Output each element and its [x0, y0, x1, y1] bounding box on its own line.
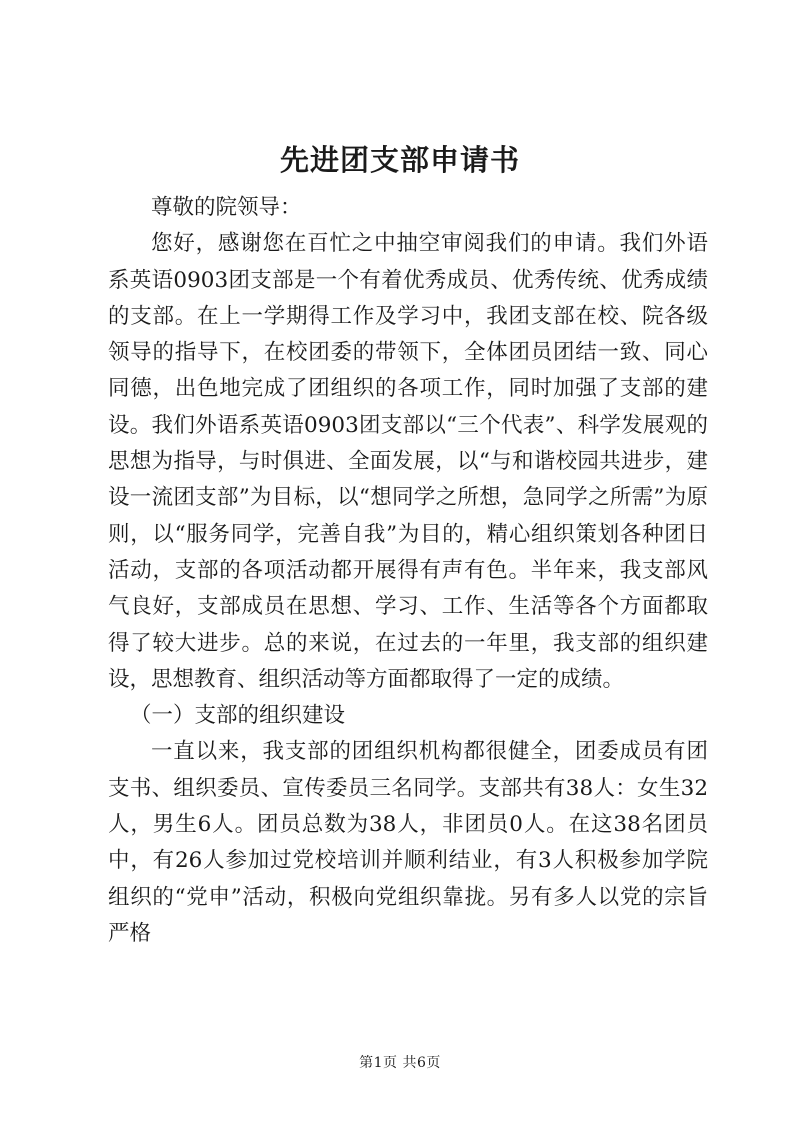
intro-paragraph: 您好，感谢您在百忙之中抽空审阅我们的申请。我们外语系英语0903团支部是一个有着优秀成员、优秀传统、优秀成绩的支部。在上一学期得工作及学习中，我团支部在校、院各级领导的指导下，在校团委的带领下，全体团员团结一致、同心同德，出色地完成了团组织的各项工作，同时加强了支部的建设。我们外语系英语0903团支部以“三个代表”、科学发展观的思想为指导，与时俱进、全面发展，以“与和谐校园共进步，建设一流团支部”为目标，以“想同学之所想，急同学之所需”为原则，以“服务同学，完善自我”为目的，精心组织策划各种团日活动，支部的各项活动都开展得有声有色。半年来，我支部风气良好，支部成员在思想、学习、工作、生活等各个方面都取得了较大进步。总的来说，在过去的一年里，我支部的组织建设，思想教育、组织活动等方面都取得了一定的成绩。: [108, 231, 708, 692]
document-body: [108, 190, 708, 952]
section-paragraph: 一直以来，我支部的团组织机构都很健全，团委成员有团支书、组织委员、宣传委员三名同学。支部共有38人：女生32人，男生6人。团员总数为38人，非团员0人。在这38名团员中，有26人参加过党校培训并顺利结业，有3人积极参加学院组织的“党申”活动，积极向党组织靠拢。另有多人以党的宗旨严格: [108, 739, 708, 946]
document-title: 先进团支部申请书: [279, 143, 520, 177]
page-footer: 第1页 共6页: [359, 1055, 441, 1071]
section-heading: （一）支部的组织建设: [130, 703, 346, 729]
salutation: 尊敬的院领导：: [151, 195, 302, 220]
